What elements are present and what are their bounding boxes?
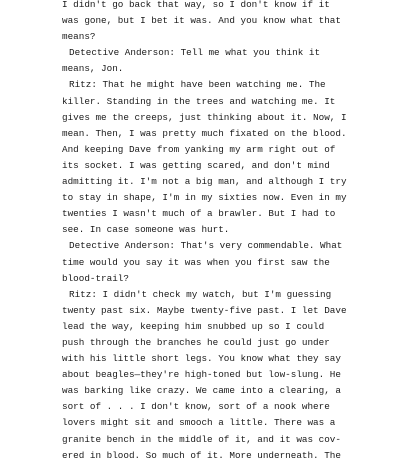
text-line: mean. Then, I was pretty much fixated on the blood. <box>62 127 347 139</box>
text-line: means, Jon. <box>62 63 124 75</box>
text-line: about beagles—they're high-toned but low-slung. He <box>62 369 341 381</box>
text-line: lead the way, keeping him snubbed up so I could <box>62 320 325 332</box>
text-line: gives me the creeps, just thinking about it. Now, I <box>62 111 347 123</box>
text-line: granite bench in the middle of it, and it was cov- <box>62 433 341 445</box>
text-line: its socket. I was getting scared, and don't mind <box>62 159 330 171</box>
page-text <box>62 0 362 464</box>
text-line: lovers might sit and smooch a little. There was a <box>62 417 336 429</box>
text-line: I didn't go back that way, so I don't know if it <box>62 0 330 10</box>
text-line: And keeping Dave from yanking my arm right out of <box>62 143 336 155</box>
text-line: means? <box>62 31 96 43</box>
text-line: killer. Standing in the trees and watching me. It <box>62 95 336 107</box>
text-line: was barking like crazy. We came into a clearing, a <box>62 385 341 397</box>
text-line: see. In case someone was hurt. <box>62 224 230 236</box>
text-line: Detective Anderson: That's very commendable. What <box>69 240 343 252</box>
text-line: push through the branches he could just go under <box>62 336 330 348</box>
text-line: to stay in shape, I'm in my sixties now. Even in my <box>62 192 347 204</box>
text-line: Detective Anderson: Tell me what you think it <box>69 47 321 59</box>
text-line: Ritz: That he might have been watching me. The <box>69 79 326 91</box>
text-line: twenties I wasn't much of a brawler. But I had to <box>62 208 336 220</box>
text-line: ered in blood. So much of it. More underneath. The <box>62 449 341 461</box>
text-line: time would you say it was when you first saw the <box>62 256 330 268</box>
text-line: blood-trail? <box>62 272 129 284</box>
text-line: admitting it. I'm not a big man, and although I try <box>62 176 347 188</box>
text-line: with his little short legs. You know what they say <box>62 353 341 365</box>
text-line: was gone, but I bet it was. And you know what that <box>62 15 341 27</box>
text-line: sort of . . . I don't know, sort of a nook where <box>62 401 330 413</box>
text-line: twenty past six. Maybe twenty-five past. I let Dave <box>62 304 347 316</box>
text-line: Ritz: I didn't check my watch, but I'm guessing <box>69 288 332 300</box>
